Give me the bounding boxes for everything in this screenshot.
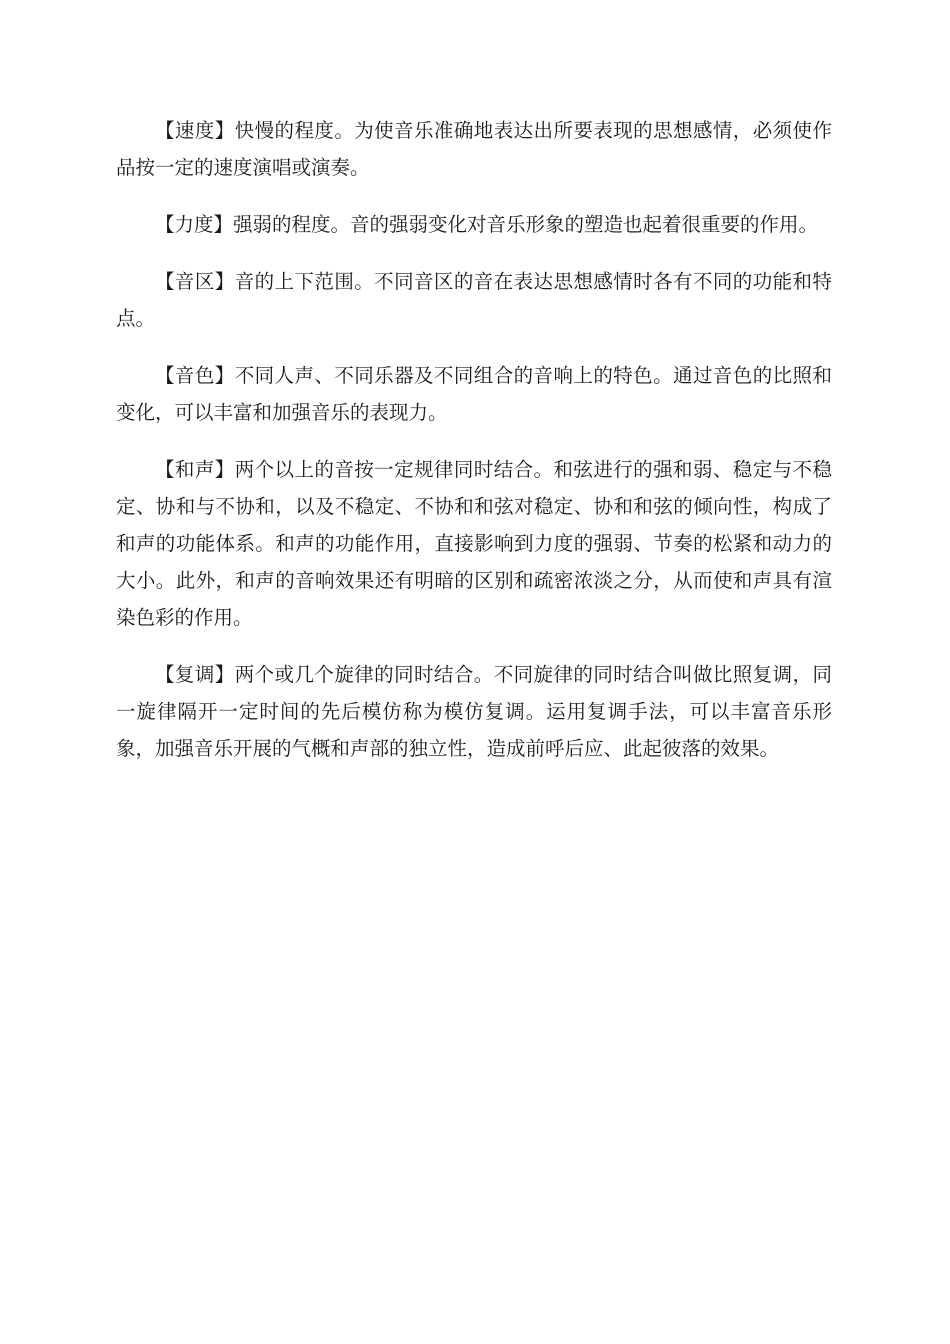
entry-register [116,263,832,337]
entry-definition: 不同人声、不同乐器及不同组合的音响上的特色。通过音色的比照和变化，可以丰富和加强音乐的表现力。 [116,364,832,424]
entry-term: 【力度】 [155,213,234,236]
entry-term: 【音色】 [155,364,235,387]
entry-polyphony [116,656,832,767]
entry-harmony [116,451,832,636]
entry-definition: 强弱的程度。音的强弱变化对音乐形象的塑造也起着很重要的作用。 [233,213,819,236]
entry-dynamics [116,206,832,243]
entry-term: 【速度】 [155,119,235,142]
entry-timbre [116,357,832,431]
entry-term: 【复调】 [155,663,235,686]
entry-definition: 两个或几个旋律的同时结合。不同旋律的同时结合叫做比照复调，同一旋律隔开一定时间的先后模仿称为模仿复调。运用复调手法，可以丰富音乐形象，加强音乐开展的气概和声部的独立性，造成前呼后应、此起彼落的效果。 [116,663,832,760]
entry-term: 【和声】 [155,458,235,481]
entry-definition: 两个以上的音按一定规律同时结合。和弦进行的强和弱、稳定与不稳定、协和与不协和，以及不稳定、不协和和弦对稳定、协和和弦的倾向性，构成了和声的功能体系。和声的功能作用，直接影响到力度的强弱、节奏的松紧和动力的大小。此外，和声的音响效果还有明暗的区别和疏密浓淡之分，从而使和声具有渲染色彩的作用。 [116,458,832,629]
entry-definition: 音的上下范围。不同音区的音在表达思想感情时各有不同的功能和特点。 [116,270,832,330]
document-body [116,112,832,787]
entry-tempo [116,112,832,186]
entry-term: 【音区】 [155,270,235,293]
entry-definition: 快慢的程度。为使音乐准确地表达出所要表现的思想感情，必须使作品按一定的速度演唱或演奏。 [116,119,832,179]
